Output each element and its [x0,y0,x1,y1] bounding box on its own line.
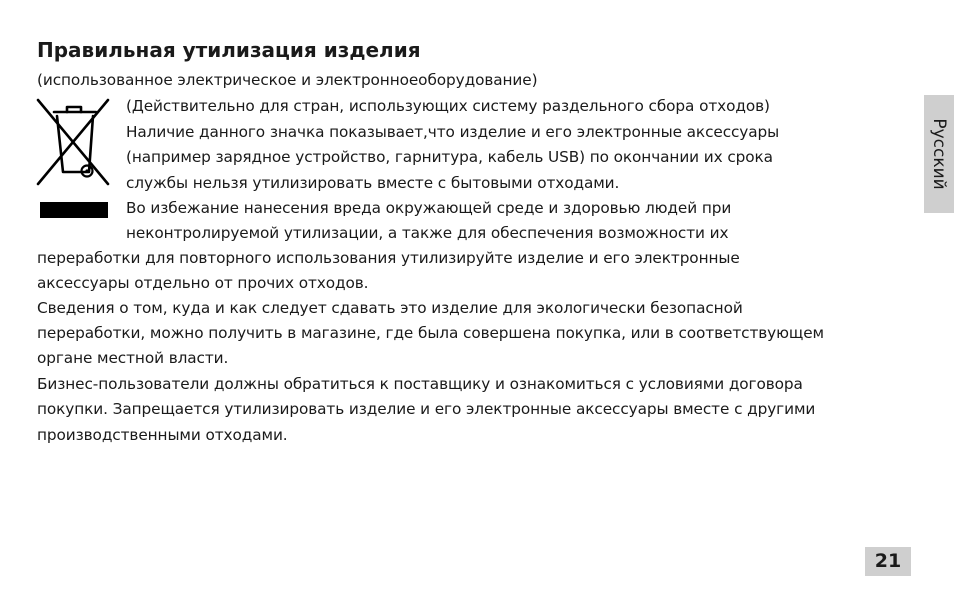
paragraph-line: Сведения о том, куда и как следует сдавать это изделие для экологически безопасной [37,299,743,317]
paragraph-line: аксессуары отдельно от прочих отходов. [37,274,369,292]
language-tab [924,95,954,213]
page-title: Правильная утилизация изделия [37,38,421,62]
paragraph-line: (использованное электрическое и электронноеоборудование) [37,71,538,89]
paragraph-line: Наличие данного значка показывает,что изделие и его электронные аксессуары [126,123,780,141]
black-bar-marking [40,202,108,218]
paragraph-line: переработки для повторного использования утилизируйте изделие и его электронные [37,249,740,267]
paragraph-line: Во избежание нанесения вреда окружающей среде и здоровью людей при [126,199,732,217]
paragraph-line: (например зарядное устройство, гарнитура, кабель USB) по окончании их срока [126,148,773,166]
paragraph-line: (Действительно для стран, использующих систему раздельного сбора отходов) [126,97,770,115]
page-number: 21 [865,547,911,576]
paragraph-line: покупки. Запрещается утилизировать изделие и его электронные аксессуары вместе с другими [37,400,816,418]
paragraph-line: органе местной власти. [37,349,229,367]
paragraph-line: службы нельзя утилизировать вместе с бытовыми отходами. [126,174,620,192]
paragraph-line: производственными отходами. [37,426,288,444]
paragraph-line: переработки, можно получить в магазине, где была совершена покупка, или в соответствующем [37,324,824,342]
paragraph-line: Бизнес-пользователи должны обратиться к поставщику и ознакомиться с условиями договора [37,375,803,393]
paragraph-line: неконтролируемой утилизации, а также для обеспечения возможности их [126,224,729,242]
language-label: Русский [929,118,949,190]
crossed-out-wheelie-bin-icon [36,98,110,188]
